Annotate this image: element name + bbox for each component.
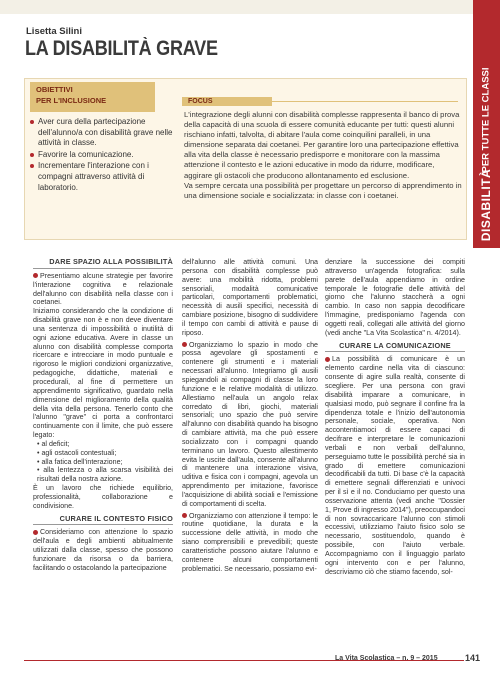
- paragraph: dell'alunno alle attività comuni. Una persona con disabilità complesse può avere: una mobilità ridotta, problemi sensoriali, modalità comunicative particolari, comportamenti problematici, necessità di ausili specifici, necessità di cambiare posizione, bisogno di suddividere il tempo con cambi di attività e pause di riposo.: [182, 258, 318, 337]
- bullet-dot-icon: [325, 357, 330, 362]
- column-3: [325, 258, 465, 577]
- list-item: • alla fatica dell'interazione;: [37, 457, 123, 466]
- page-number: 141: [465, 653, 481, 663]
- paragraph: Iniziamo considerando che la condizione di disabilità grave non è e non deve diventare una sentenza di impossibilità o inutilità di ogni azione educativa. Avere in classe un alunno con disabilità complesse comporta ricercare e intrecciare in modo puntuale e rigoroso le migliori condizioni organizzative, pedagogiche, didattiche, materiali e procedurali, al fine di permettere un apprendimento significativo, guardato nella dimensione del miglioramento della qualità della vita della persona. Tenerlo conto che l'alunno "grave" ci porta a confrontarci continuamente con il limite, che può essere legato:: [33, 307, 173, 440]
- list-item: • alla lentezza o alla scarsa visibilità dei risultati della nostra azione.: [37, 466, 173, 484]
- objective-item: Aver cura della partecipazione dell'alunno/a con disabilità grave nelle attività in classe.: [30, 117, 176, 149]
- objective-item: Favorire la comunicazione.: [30, 150, 176, 161]
- focus-divider: [272, 101, 458, 102]
- top-bar: [0, 0, 500, 14]
- section-heading-physical-context: CURARE IL CONTESTO FISICO: [33, 515, 173, 526]
- focus-paragraph: L'integrazione degli alunni con disabilità complesse rappresenta il banco di prova della capacità di una scuola di essere comunità educante per tutti: questi alunni rischiano infatti, talvolta, di abitare l'aula come coinquilini paralleli, in una dimensione separata dai coetanei. Per garantire loro una partecipazione effettiva alla vita della classe è necessario predisporre e monitorare con la massima attenzione il contesto e le azioni educative in modo da ridurre, modificare, aggirare gli ostacoli che producono allontanamento ed esclusione.: [184, 110, 460, 180]
- objectives-heading-line2: PER L'INCLUSIONE: [36, 96, 107, 105]
- bullet-dot-icon: [33, 273, 38, 278]
- paragraph-text: Organizziamo con attenzione il tempo: le routine quotidiane, la durata e la successione delle attività, in modo che siano comprensibili e prevedibili; queste caratteristiche possono aiutare l'alunno e contenere alcuni comportamenti problematici. Se necessario, possiamo evi-: [182, 511, 318, 573]
- section-heading-communication: CURARE LA COMUNICAZIONE: [325, 342, 465, 353]
- focus-heading: FOCUS: [182, 97, 272, 106]
- footer-journal: La Vita Scolastica – n. 9 – 2015: [335, 655, 438, 662]
- side-tab-topic: DISABILITÀ: [479, 168, 493, 242]
- bullet-dot-icon: [182, 342, 187, 347]
- focus-text: [184, 110, 462, 201]
- paragraph: [33, 272, 173, 307]
- paragraph-text: Organizziamo lo spazio in modo che possa agevolare gli spostamenti e contenere gli strumenti e i materiali necessari all'alunno. Integriamo gli ausili spiegandoli ai compagni di classe la loro funzione e le relative modalità di utilizzo. Allestiamo nell'aula un angolo relax corredato di libri, giochi, materiali sensoriali; uno spazio che può servire all'alunno con disabilità quando ha bisogno di cambiare attività, ma che può essere socializzato con i compagni quando terminano un lavoro. Questo allestimento evita le uscite dall'aula, consente all'alunno di mantenere una interazione visiva, uditiva e fisica con i compagni, agevola un apprendimento per imitazione, favorisce l'acquisizione di abilità sociali e l'emissione di comportamenti di scelta.: [182, 340, 318, 508]
- section-heading-possibility: DARE SPAZIO ALLA POSSIBILITÀ: [33, 258, 173, 269]
- page-title: LA DISABILITÀ GRAVE: [25, 37, 218, 60]
- list-item-text: alla lentezza o alla scarsa visibilità dei risultati della nostra azione.: [37, 466, 173, 484]
- list-item-text: alla fatica dell'interazione;: [41, 457, 123, 466]
- paragraph: [325, 355, 465, 576]
- paragraph-text: Presentiamo alcune strategie per favorire l'interazione cognitiva e relazionale dell'alunno con disabilità nella classe con i coetanei.: [33, 271, 173, 307]
- paragraph: [182, 341, 318, 509]
- list-item: • agli ostacoli contestuali;: [37, 448, 117, 457]
- list-item-text: agli ostacoli contestuali;: [41, 448, 117, 457]
- objectives-list: [30, 117, 176, 194]
- list-item-text: al deficit;: [41, 439, 70, 448]
- objectives-heading: [30, 82, 155, 112]
- paragraph-text: La possibilità di comunicare è un elemento cardine nella vita di ciascuno: consente di agire sulla realtà, consente di scegliere. Per una persona con gravi disabilità imparare a comunicare, in qualsiasi modo, può segnare il confine fra la dipendenza totale e l'inizio dell'autonomia personale, sociale, operativa. Non accontentiamoci di essere capaci di decifrare e interpretare le comunicazioni verbali e non verbali dell'alunno, perseguiamo tutte le possibilità perché sia in grado di emettere comunicazioni decodificabili da tutti. Di base c'è la capacità di emettere segnali differenziati e univoci per il sì e il no. Conduciamo per questo una osservazione attenta (vedi anche "Dossier 1, Prove di ingresso 2014"), preoccupandoci di non sovraccaricare l'alunno con stimoli eccessivi, utilizziamo l'aiuto fisico solo se necessario, sostituendolo, quando è possibile, con l'aiuto verbale. Accompagniamo con il linguaggio parlato ogni intervento con e per l'alunno, descriviamo ciò che stiamo facendo, sol-: [325, 355, 465, 576]
- focus-paragraph: Va sempre cercata una possibilità per progettare un percorso di apprendimento in una dimensione sociale e socializzata: in classe con i coetanei.: [184, 180, 462, 200]
- author-name: Lisetta Silini: [26, 26, 82, 37]
- objective-item: Incrementare l'interazione con i compagni attraverso attività di laboratorio.: [30, 161, 176, 193]
- objectives-heading-line1: OBIETTIVI: [36, 85, 73, 94]
- paragraph: denziare la successione dei compiti attraverso un'agenda fotografica: sulla parete dell'aula appendiamo in ordine temporale le fotografie delle attività del giorno che l'alunno staccherà a ogni cambio. In caso non sappia decodificare l'immagine, predisponiamo l'agenda con oggetti reali, collegati alle attività del giorno (vedi anche "La Vita Scolastica" n. 4/2014).: [325, 258, 465, 337]
- paragraph: [182, 512, 318, 574]
- paragraph: [33, 528, 173, 572]
- paragraph-text: Consideriamo con attenzione lo spazio dell'aula e degli ambienti abitualmente utilizzati dalla classe, spesso che possono funzionare da risorsa o da barriera, facilitando o ostacolando la partecipazione: [33, 528, 173, 572]
- bullet-dot-icon: [33, 530, 38, 535]
- paragraph: È un lavoro che richiede equilibrio, professionalità, collaborazione e condivisione.: [33, 484, 173, 510]
- side-tab-audience: PER TUTTE LE CLASSI: [480, 67, 492, 173]
- column-2: [182, 258, 318, 574]
- column-1: [33, 258, 173, 573]
- list-item: • al deficit;: [37, 439, 70, 448]
- bullet-dot-icon: [182, 513, 187, 518]
